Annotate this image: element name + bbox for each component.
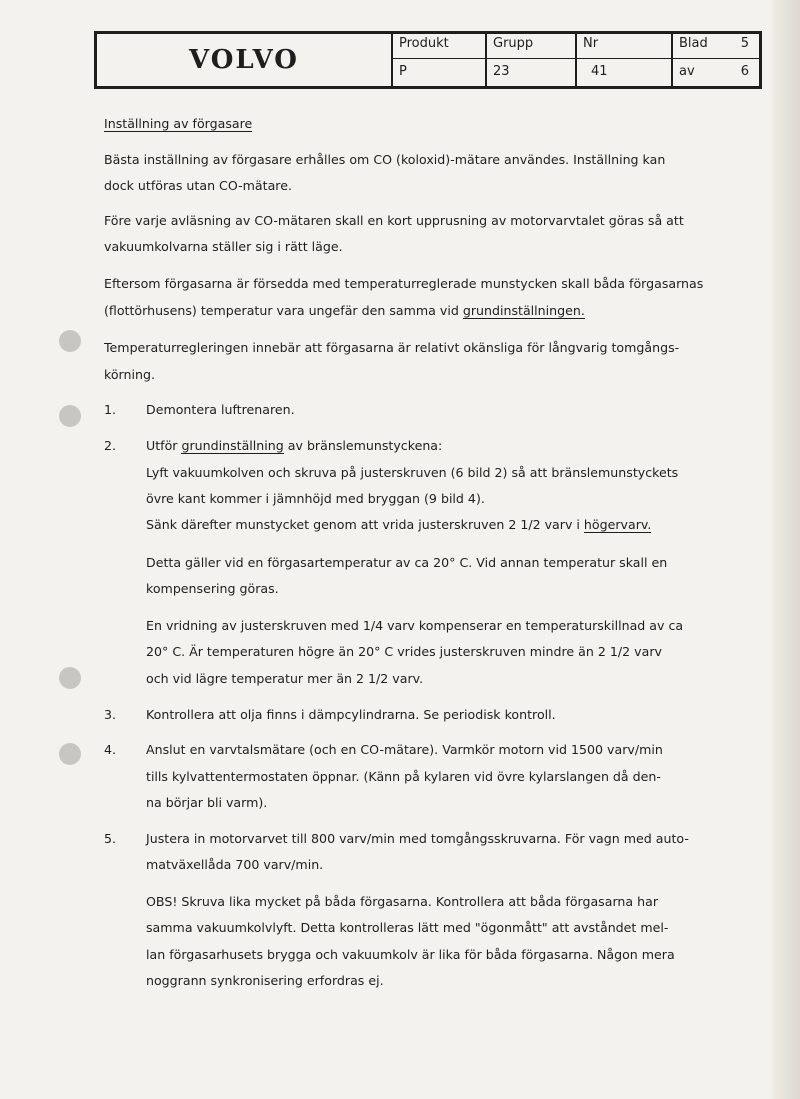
step-text: övre kant kommer i jämnhöjd med bryggan (9 bild 4). [146, 491, 485, 506]
step-number: 3. [104, 707, 117, 722]
paragraph-line: Eftersom förgasarna är försedda med temperaturreglerade munstycken skall båda förgasarnas [104, 276, 704, 291]
step-text: lan förgasarhusets brygga och vakuumkolv är lika för båda förgasarna. Någon mera [146, 947, 675, 962]
blad-cell [673, 34, 759, 86]
produkt-label: Produkt [399, 36, 449, 51]
produkt-value: P [399, 64, 407, 79]
step-text: Utför grundinställning av bränslemunstyckena: [146, 438, 443, 453]
step-text: Lyft vakuumkolven och skruva på justerskruven (6 bild 2) så att bränslemunstyckets [146, 465, 679, 480]
paragraph-line: (flottörhusens) temperatur vara ungefär den samma vid grundinställningen. [104, 303, 585, 318]
step-text: och vid lägre temperatur mer än 2 1/2 varv. [146, 671, 424, 686]
step-number: 1. [104, 402, 117, 417]
step-text: Anslut en varvtalsmätare (och en CO-mätare). Varmkör motorn vid 1500 varv/min [146, 742, 663, 757]
grupp-value: 23 [493, 64, 510, 79]
step-text: Sänk därefter munstycket genom att vrida justerskruven 2 1/2 varv i högervarv. [146, 517, 652, 532]
step-text: 20° C. Är temperaturen högre än 20° C vrides justerskruven mindre än 2 1/2 varv [146, 644, 662, 659]
step-text: noggrann synkronisering erfordras ej. [146, 973, 384, 988]
blad-label: Blad [679, 36, 708, 51]
step-text: tills kylvattentermostaten öppnar. (Känn på kylaren vid övre kylarslangen då den- [146, 769, 661, 784]
punch-hole [59, 330, 81, 352]
blad-value: 5 [740, 36, 749, 51]
av-value: 6 [740, 64, 749, 79]
produkt-cell [393, 34, 487, 86]
step-text: matväxellåda 700 varv/min. [146, 857, 324, 872]
paragraph-line: Före varje avläsning av CO-mätaren skall en kort upprusning av motorvarvtalet göras så att [104, 213, 684, 228]
step-number: 2. [104, 438, 117, 453]
step-text: Detta gäller vid en förgasartemperatur av ca 20° C. Vid annan temperatur skall en [146, 555, 668, 570]
step-text: OBS! Skruva lika mycket på båda förgasarna. Kontrollera att båda förgasarna har [146, 894, 659, 909]
volvo-logo: VOLVO [97, 34, 393, 86]
step-text: na börjar bli varm). [146, 795, 268, 810]
grupp-label: Grupp [493, 36, 534, 51]
grupp-cell [487, 34, 577, 86]
page-edge [772, 0, 800, 1099]
punch-hole [59, 743, 81, 765]
step-number: 5. [104, 831, 117, 846]
punch-hole [59, 405, 81, 427]
av-label: av [679, 64, 695, 79]
step-text: Demontera luftrenaren. [146, 402, 295, 417]
paragraph-line: dock utföras utan CO-mätare. [104, 178, 292, 193]
step-text: samma vakuumkolvlyft. Detta kontrolleras lätt med "ögonmått" att avståndet mel- [146, 920, 669, 935]
step-text: kompensering göras. [146, 581, 279, 596]
punch-hole [59, 667, 81, 689]
nr-label: Nr [583, 36, 599, 51]
section-heading: Inställning av förgasare [104, 116, 253, 131]
step-number: 4. [104, 742, 117, 757]
step-text: En vridning av justerskruven med 1/4 varv kompenserar en temperaturskillnad av ca [146, 618, 684, 633]
document-header [94, 31, 762, 89]
paragraph-line: vakuumkolvarna ställer sig i rätt läge. [104, 239, 343, 254]
paragraph-line: Bästa inställning av förgasare erhålles om CO (koloxid)-mätare användes. Inställning kan [104, 152, 666, 167]
step-text: Kontrollera att olja finns i dämpcylindrarna. Se periodisk kontroll. [146, 707, 556, 722]
nr-cell [577, 34, 673, 86]
paragraph-line: körning. [104, 367, 155, 382]
step-text: Justera in motorvarvet till 800 varv/min med tomgångsskruvarna. För vagn med auto- [146, 831, 689, 846]
paragraph-line: Temperaturregleringen innebär att förgasarna är relativt okänsliga för långvarig tomgångs- [104, 340, 680, 355]
nr-value: 41 [591, 64, 608, 79]
